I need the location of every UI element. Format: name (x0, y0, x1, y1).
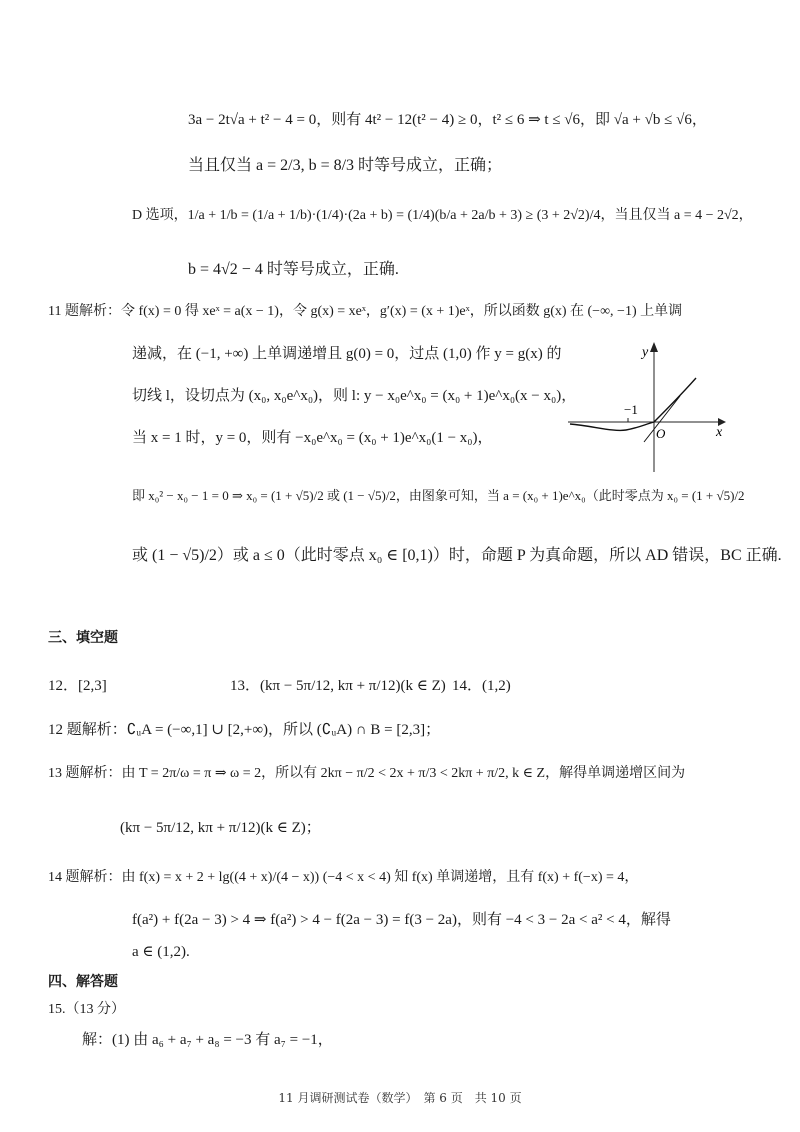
page-footer: 11 月调研测试卷（数学） 第 6 页 共 10 页 (278, 1091, 522, 1105)
solution-c-line1: 3a − 2t√a + t² − 4 = 0，则有 4t² − 12(t² − 4) ≥ 0，t² ≤ 6 ⇒ t ≤ √6，即 √a + √b ≤ √6， (188, 112, 707, 128)
q11-line1: 11 题解析：令 f(x) = 0 得 xeˣ = a(x − 1)，令 g(x) = xeˣ，g′(x) = (x + 1)eˣ，所以函数 g(x) 在 (−∞, −1) 上单调 (48, 304, 683, 319)
answer-13: 13．(kπ − 5π/12, kπ + π/12)(k ∈ Z) (230, 678, 446, 694)
y-axis-label: y (642, 345, 649, 360)
tick-neg-one: −1 (624, 402, 638, 417)
solution-c-line2: 当且仅当 a = 2/3, b = 8/3 时等号成立，正确； (188, 157, 503, 174)
answer-12: 12．[2,3] (48, 678, 107, 694)
q11-line4: 当 x = 1 时，y = 0，则有 −x₀e^x₀ = (x₀ + 1)e^x₀(1 − x₀)， (132, 430, 493, 446)
g-function-graph (568, 338, 736, 476)
origin-label: O (656, 426, 666, 441)
answer-14: 14．(1,2) (452, 678, 511, 694)
q13-line1: 13 题解析：由 T = 2π/ω = π ⇒ ω = 2，所以有 2kπ − π/2 < 2x + π/3 < 2kπ + π/2, k ∈ Z，解得单调递增区间为 (48, 766, 686, 781)
q11-line6: 或 (1 − √5)/2）或 a ≤ 0（此时零点 x₀ ∈ [0,1)）时，命题 P 为真命题，所以 AD 错误，BC 正确. (132, 547, 782, 564)
q11-line3: 切线 l，设切点为 (x₀, x₀e^x₀)，则 l: y − x₀e^x₀ = (x₀ + 1)e^x₀(x − x₀)， (132, 388, 577, 404)
q13-line2: (kπ − 5π/12, kπ + π/12)(k ∈ Z)； (120, 820, 321, 836)
x-axis-label: x (716, 425, 723, 440)
solution-d-line1: D 选项，1/a + 1/b = (1/a + 1/b)·(1/4)·(2a + b) = (1/4)(b/a + 2a/b + 3) ≥ (3 + 2√2)/4，当且仅当 a = 4 − 2√2， (132, 208, 753, 223)
q15-line1: 解：(1) 由 a₆ + a₇ + a₈ = −3 有 a₇ = −1， (82, 1032, 333, 1048)
q12-line1: 12 题解析：∁ᵤA = (−∞,1] ∪ [2,+∞)，所以 (∁ᵤA) ∩ B = [2,3]； (48, 722, 441, 738)
solution-d-line2: b = 4√2 − 4 时等号成立，正确. (188, 261, 399, 278)
section3-title: 三、填空题 (48, 630, 118, 646)
y-axis-arrow (650, 342, 658, 352)
q14-line1: 14 题解析：由 f(x) = x + 2 + lg((4 + x)/(4 − x)) (−4 < x < 4) 知 f(x) 单调递增，且有 f(x) + f(−x) = 4， (48, 870, 639, 885)
q14-line2: f(a²) + f(2a − 3) > 4 ⇒ f(a²) > 4 − f(2a − 3) = f(3 − 2a)，则有 −4 < 3 − 2a < a² < 4，解得 (132, 912, 671, 928)
q11-line5: 即 x₀² − x₀ − 1 = 0 ⇒ x₀ = (1 + √5)/2 或 (1 − √5)/2，由图象可知，当 a = (x₀ + 1)e^x₀（此时零点为 x₀ = (1 + √5)/2 (132, 488, 745, 503)
q11-line2: 递减，在 (−1, +∞) 上单调递增且 g(0) = 0，过点 (1,0) 作 y = g(x) 的 (132, 346, 562, 362)
q14-line3: a ∈ (1,2). (132, 944, 190, 960)
q15-header: 15.（13 分） (48, 1002, 125, 1017)
section4-title: 四、解答题 (48, 974, 118, 990)
